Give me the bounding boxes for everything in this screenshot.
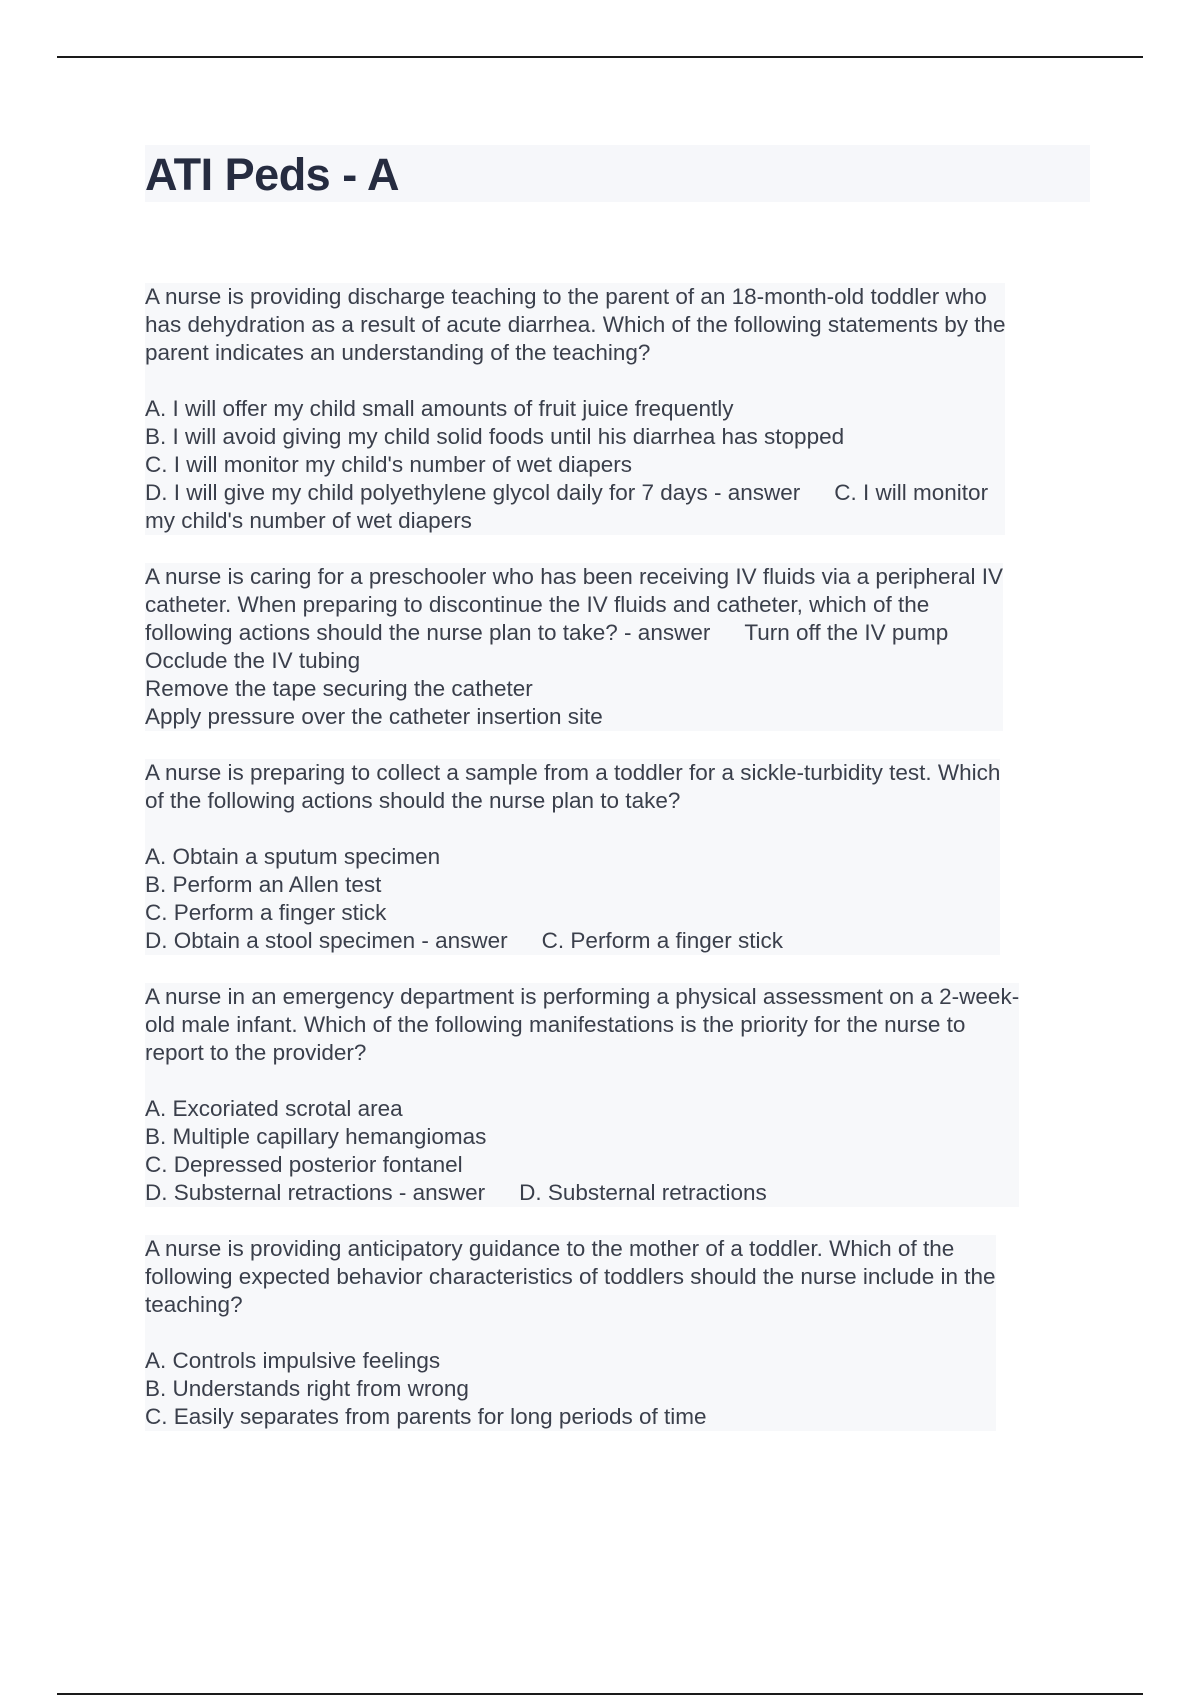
header-rule <box>57 56 1143 58</box>
question-2-stem-last <box>145 619 1003 647</box>
question-1-option-b: B. I will avoid giving my child solid foods until his diarrhea has stopped <box>145 424 845 449</box>
question-1-answer: C. I will monitor <box>834 480 989 505</box>
question-4-stem-line: A nurse in an emergency department is performing a physical assessment on a 2-week- <box>145 984 1020 1009</box>
question-4-option-c: C. Depressed posterior fontanel <box>145 1152 463 1177</box>
page-title: ATI Peds - A <box>145 145 1090 202</box>
question-3-answer: C. Perform a finger stick <box>541 928 783 953</box>
question-list <box>145 283 1090 1431</box>
question-4-stem-line: old male infant. Which of the following manifestations is the priority for the nurse to <box>145 1012 966 1037</box>
question-3-option-d <box>145 927 1000 955</box>
question-3-option-b: B. Perform an Allen test <box>145 872 382 897</box>
question-3-option-c: C. Perform a finger stick <box>145 900 387 925</box>
question-5-stem-line: following expected behavior characteristics of toddlers should the nurse include in the <box>145 1264 996 1289</box>
question-3-option-d-text: D. Obtain a stool specimen - answer <box>145 928 508 953</box>
question-2-answer-line: Remove the tape securing the catheter <box>145 676 533 701</box>
question-2-stem-line: catheter. When preparing to discontinue the IV fluids and catheter, which of the <box>145 592 930 617</box>
question-5-option-b: B. Understands right from wrong <box>145 1376 469 1401</box>
question-3-option-a: A. Obtain a sputum specimen <box>145 844 441 869</box>
question-3 <box>145 759 1000 955</box>
question-1-option-c: C. I will monitor my child's number of wet diapers <box>145 452 632 477</box>
question-1 <box>145 283 1005 535</box>
question-2-answer-line: Occlude the IV tubing <box>145 648 361 673</box>
question-1-stem-line: parent indicates an understanding of the teaching? <box>145 340 651 365</box>
question-5-stem-line: teaching? <box>145 1292 243 1317</box>
question-5 <box>145 1235 996 1431</box>
question-2 <box>145 563 1003 731</box>
question-5-stem-line: A nurse is providing anticipatory guidance to the mother of a toddler. Which of the <box>145 1236 955 1261</box>
question-3-stem-line: of the following actions should the nurse plan to take? <box>145 788 681 813</box>
question-2-stem-line: A nurse is caring for a preschooler who has been receiving IV fluids via a peripheral IV <box>145 564 1003 589</box>
question-1-option-a: A. I will offer my child small amounts of fruit juice frequently <box>145 396 734 421</box>
question-3-stem-line: A nurse is preparing to collect a sample from a toddler for a sickle-turbidity test. Which <box>145 760 1001 785</box>
footer-rule <box>57 1693 1143 1695</box>
question-2-answer: Turn off the IV pump <box>744 620 949 645</box>
question-1-option-d <box>145 479 1005 507</box>
question-4-answer: D. Substernal retractions <box>519 1180 767 1205</box>
question-1-option-d-text: D. I will give my child polyethylene glycol daily for 7 days - answer <box>145 480 801 505</box>
question-5-option-a: A. Controls impulsive feelings <box>145 1348 441 1373</box>
question-4-option-b: B. Multiple capillary hemangiomas <box>145 1124 487 1149</box>
question-4 <box>145 983 1019 1207</box>
document-body <box>145 145 1090 1431</box>
question-1-stem-line: A nurse is providing discharge teaching to the parent of an 18-month-old toddler who <box>145 284 987 309</box>
question-4-option-a: A. Excoriated scrotal area <box>145 1096 403 1121</box>
question-1-answer-continued: my child's number of wet diapers <box>145 508 472 533</box>
question-2-answer-line: Apply pressure over the catheter insertion site <box>145 704 603 729</box>
question-4-stem-line: report to the provider? <box>145 1040 367 1065</box>
question-4-option-d <box>145 1179 1019 1207</box>
question-4-option-d-text: D. Substernal retractions - answer <box>145 1180 486 1205</box>
question-5-option-c: C. Easily separates from parents for long periods of time <box>145 1404 707 1429</box>
question-1-stem-line: has dehydration as a result of acute diarrhea. Which of the following statements by the <box>145 312 1006 337</box>
question-2-stem-last-text: following actions should the nurse plan to take? - answer <box>145 620 711 645</box>
